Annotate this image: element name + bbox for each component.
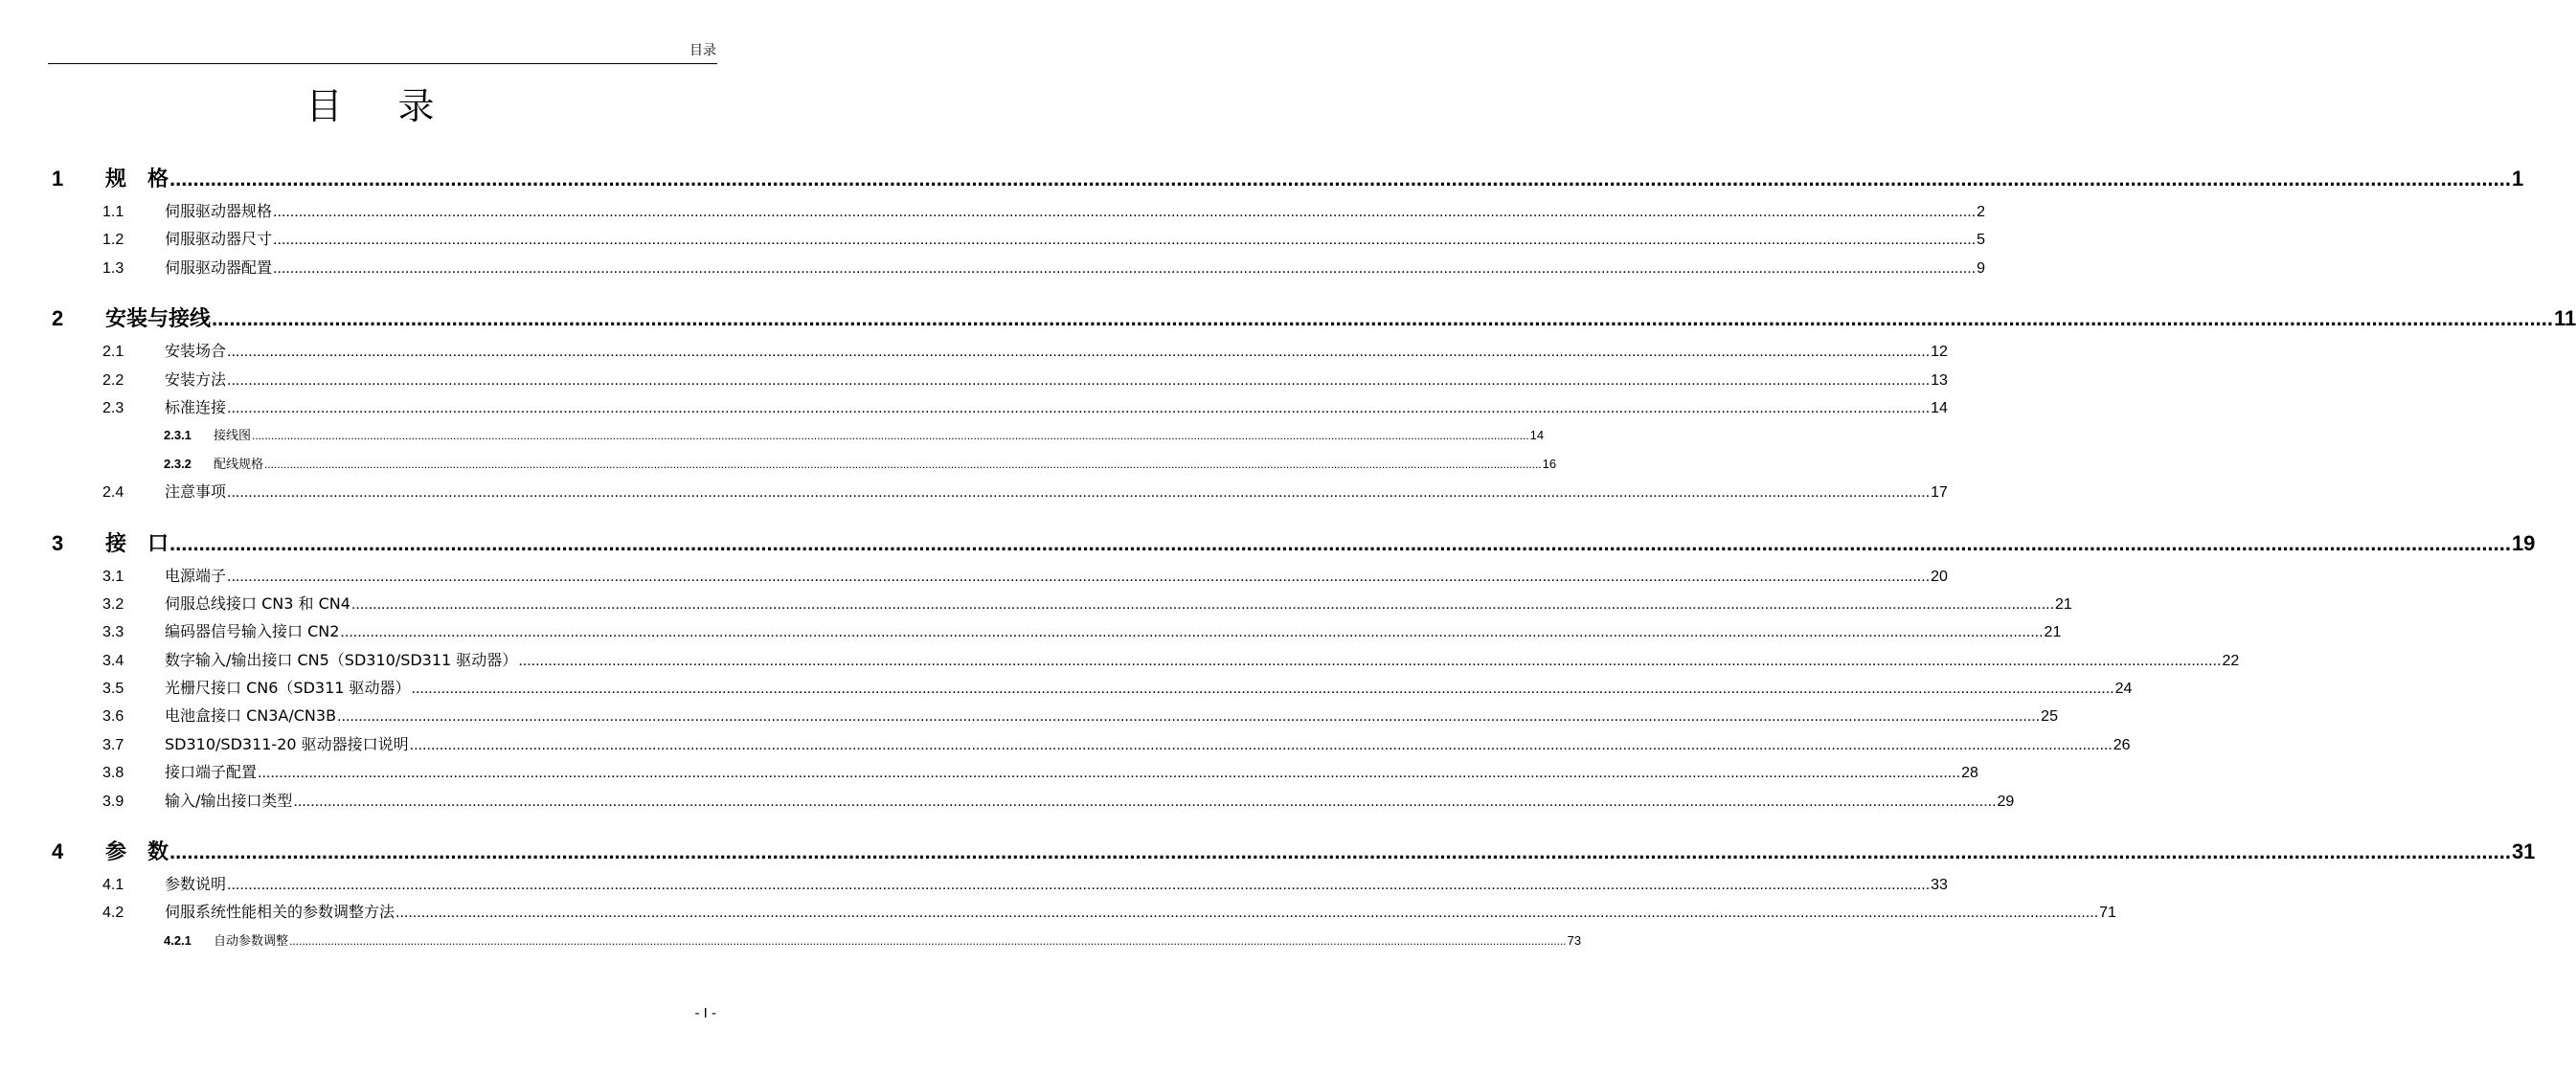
toc-dot-leader: ................................................................................................................................................................................................................................................................................................................................................................................................................ (227, 399, 1931, 416)
toc-entry-title: 接口端子配置 (165, 763, 258, 782)
toc-entry-number: 2 (52, 306, 64, 331)
toc-section-entry[interactable] (48, 366, 1948, 393)
toc-spacer (48, 815, 717, 834)
toc-entry-number: 3.6 (102, 708, 124, 726)
toc-entry-number: 3.8 (102, 765, 124, 782)
toc-section-entry[interactable] (48, 758, 1978, 786)
toc-dot-leader: ................................................................................................................................................................................................................................................................................................................................................................................................................ (340, 624, 2044, 641)
toc-entry-page: 25 (2041, 708, 2058, 726)
toc-dot-leader: ................................................................................................................................................................................................................................................................................................................................................................................................................ (169, 839, 2511, 864)
toc-entry-page: 22 (2222, 652, 2240, 669)
toc-dot-leader: ................................................................................................................................................................................................................................................................................................................................................................................................................ (293, 793, 1997, 810)
toc-entry-page: 14 (1529, 428, 1545, 443)
toc-entry-page: 16 (1542, 456, 1557, 471)
toc-entry-title: 安装场合 (165, 342, 227, 361)
toc-entry-number: 3.9 (102, 793, 124, 810)
toc-entry-number: 1.1 (102, 204, 124, 220)
toc-chapter-entry[interactable] (48, 834, 2536, 870)
table-of-contents (48, 155, 2576, 954)
toc-entry-number: 3.1 (102, 568, 124, 585)
toc-entry-page: 73 (1567, 932, 1582, 948)
toc-entry-title: 伺服系统性能相关的参数调整方法 (165, 903, 395, 922)
toc-dot-leader: ................................................................................................................................................................................................................................................................................................................................................................................................................ (227, 877, 1931, 894)
toc-dot-leader: ................................................................................................................................................................................................................................................................................................................................................................................................................ (169, 530, 2511, 555)
toc-dot-leader: ................................................................................................................................................................................................................................................................................................................................................................................................................ (273, 232, 1977, 249)
toc-entry-page: 29 (1997, 793, 2015, 810)
toc-section-entry[interactable] (48, 617, 2062, 645)
toc-dot-leader: ................................................................................................................................................................................................................................................................................................................................................................................................................ (273, 259, 1977, 277)
toc-entry-page: 20 (1931, 568, 1948, 585)
toc-entry-title: 伺服驱动器规格 (165, 202, 273, 220)
toc-section-entry[interactable] (48, 562, 1948, 590)
toc-section-entry[interactable] (48, 898, 2116, 926)
toc-entry-page: 33 (1931, 877, 1948, 894)
toc-section-entry[interactable] (48, 337, 1948, 365)
toc-section-entry[interactable] (48, 674, 2133, 702)
toc-entry-title: 参 数 (105, 840, 169, 865)
toc-entry-page: 21 (2044, 624, 2062, 641)
toc-entry-number: 1.3 (102, 259, 124, 277)
toc-entry-page: 1 (2511, 167, 2524, 190)
toc-entry-page: 5 (1977, 232, 1986, 249)
toc-entry-title: 伺服驱动器尺寸 (165, 230, 273, 249)
toc-dot-leader: ................................................................................................................................................................................................................................................................................................................................................................................................................ (337, 708, 2041, 726)
toc-entry-title: 接线图 (214, 429, 252, 444)
toc-entry-number: 4.2 (102, 905, 124, 922)
toc-entry-title: 注意事项 (165, 482, 227, 502)
toc-dot-leader: ................................................................................................................................................................................................................................................................................................................................................................................................................ (518, 652, 2222, 669)
toc-subsection-entry[interactable] (48, 450, 1557, 478)
toc-entry-page: 71 (2099, 905, 2116, 922)
toc-entry-title: 输入/输出接口类型 (165, 791, 293, 810)
toc-entry-title: 自动参数调整 (214, 933, 289, 949)
toc-entry-number: 3.2 (102, 595, 124, 613)
toc-entry-title: 安装方法 (165, 369, 227, 389)
toc-section-entry[interactable] (48, 225, 1986, 253)
toc-dot-leader: ................................................................................................................................................................................................................................................................................................................................................................................................................ (350, 595, 2055, 613)
toc-entry-page: 11 (2553, 306, 2576, 331)
toc-entry-page: 17 (1931, 484, 1948, 502)
toc-entry-title: SD310/SD311-20 驱动器接口说明 (165, 734, 409, 753)
toc-entry-number: 3.5 (102, 681, 124, 698)
toc-entry-page: 12 (1931, 344, 1948, 361)
toc-dot-leader: ................................................................................................................................................................................................................................................................................................................................................................................................................ (227, 568, 1931, 585)
toc-dot-leader: ................................................................................................................................................................................................................................................................................................................................................................................................................ (212, 306, 2553, 331)
toc-dot-leader: ................................................................................................................................................................................................................................................................................................................................................................................................................ (395, 905, 2099, 922)
toc-dot-leader: ................................................................................................................................................................................................................................................................................................................................................................................................................ (227, 484, 1931, 502)
toc-dot-leader: ................................................................................................................................................................................................................................................................................................................................................................................................................ (252, 429, 1529, 443)
toc-dot-leader: ................................................................................................................................................................................................................................................................................................................................................................................................................ (264, 457, 1542, 471)
toc-entry-title: 伺服总线接口 CN3 和 CN4 (165, 593, 350, 613)
toc-entry-title: 光栅尺接口 CN6（SD311 驱动器） (165, 679, 411, 698)
toc-subsection-entry[interactable] (48, 421, 1545, 449)
toc-entry-number: 1 (52, 167, 64, 190)
toc-entry-title: 电源端子 (165, 566, 227, 585)
toc-entry-number: 2.4 (102, 484, 124, 502)
toc-entry-number: 3.3 (102, 624, 124, 641)
toc-spacer (48, 506, 717, 526)
toc-section-entry[interactable] (48, 730, 2131, 758)
toc-entry-page: 13 (1931, 371, 1948, 389)
toc-dot-leader: ................................................................................................................................................................................................................................................................................................................................................................................................................ (411, 681, 2114, 698)
toc-chapter-entry[interactable] (48, 526, 2536, 562)
toc-dot-leader: ................................................................................................................................................................................................................................................................................................................................................................................................................ (227, 344, 1931, 361)
toc-dot-leader: ................................................................................................................................................................................................................................................................................................................................................................................................................ (227, 371, 1931, 389)
toc-chapter-entry[interactable] (48, 301, 2576, 337)
toc-dot-leader: ................................................................................................................................................................................................................................................................................................................................................................................................................ (169, 167, 2511, 190)
toc-entry-number: 3 (52, 530, 64, 555)
toc-section-entry[interactable] (48, 702, 2058, 729)
toc-entry-number: 4.1 (102, 877, 124, 894)
toc-entry-number: 4 (52, 839, 64, 864)
running-header: 目录 (689, 43, 716, 58)
toc-entry-title: 规 格 (105, 168, 169, 191)
toc-dot-leader: ................................................................................................................................................................................................................................................................................................................................................................................................................ (289, 933, 1567, 948)
toc-entry-page: 31 (2511, 839, 2536, 864)
toc-section-entry[interactable] (48, 197, 1986, 225)
toc-entry-title: 配线规格 (214, 457, 264, 472)
toc-entry-number: 2.3.1 (164, 428, 192, 443)
toc-dot-leader: ................................................................................................................................................................................................................................................................................................................................................................................................................ (409, 736, 2113, 753)
toc-spacer (48, 281, 717, 301)
toc-section-entry[interactable] (48, 590, 2072, 617)
toc-entry-page: 14 (1931, 399, 1948, 416)
toc-entry-page: 21 (2055, 595, 2072, 613)
toc-entry-number: 2.3.2 (164, 456, 192, 471)
toc-entry-number: 2.2 (102, 371, 124, 389)
toc-dot-leader: ................................................................................................................................................................................................................................................................................................................................................................................................................ (273, 204, 1977, 220)
toc-entry-title: 安装与接线 (105, 307, 212, 332)
toc-entry-number: 4.2.1 (164, 932, 192, 948)
page-title: 目录 (305, 85, 490, 127)
toc-section-entry[interactable] (48, 646, 2240, 674)
toc-entry-title: 电池盒接口 CN3A/CN3B (165, 706, 337, 726)
toc-subsection-entry[interactable] (48, 927, 1582, 954)
toc-entry-number: 1.2 (102, 232, 124, 249)
toc-entry-page: 9 (1977, 259, 1986, 277)
toc-entry-page: 2 (1977, 204, 1986, 220)
toc-entry-number: 3.7 (102, 736, 124, 753)
toc-section-entry[interactable] (48, 478, 1948, 505)
toc-entry-number: 2.1 (102, 344, 124, 361)
toc-section-entry[interactable] (48, 787, 2015, 815)
header-rule (48, 63, 717, 64)
toc-entry-page: 28 (1961, 765, 1978, 782)
toc-entry-title: 参数说明 (165, 875, 227, 894)
toc-entry-number: 3.4 (102, 652, 124, 669)
toc-entry-page: 26 (2113, 736, 2131, 753)
toc-entry-title: 编码器信号输入接口 CN2 (165, 622, 340, 641)
toc-dot-leader: ................................................................................................................................................................................................................................................................................................................................................................................................................ (258, 765, 1961, 782)
toc-entry-title: 标准连接 (165, 397, 227, 416)
toc-entry-title: 接 口 (105, 531, 169, 556)
toc-entry-page: 24 (2114, 681, 2133, 698)
toc-entry-page: 19 (2511, 530, 2536, 555)
toc-entry-title: 伺服驱动器配置 (165, 257, 273, 277)
page-number: - I - (694, 1005, 716, 1021)
toc-section-entry[interactable] (48, 254, 1986, 281)
toc-section-entry[interactable] (48, 870, 1948, 898)
toc-chapter-entry[interactable] (48, 161, 2524, 197)
toc-section-entry[interactable] (48, 393, 1948, 421)
toc-entry-number: 2.3 (102, 399, 124, 416)
toc-entry-title: 数字输入/输出接口 CN5（SD310/SD311 驱动器） (165, 650, 518, 669)
